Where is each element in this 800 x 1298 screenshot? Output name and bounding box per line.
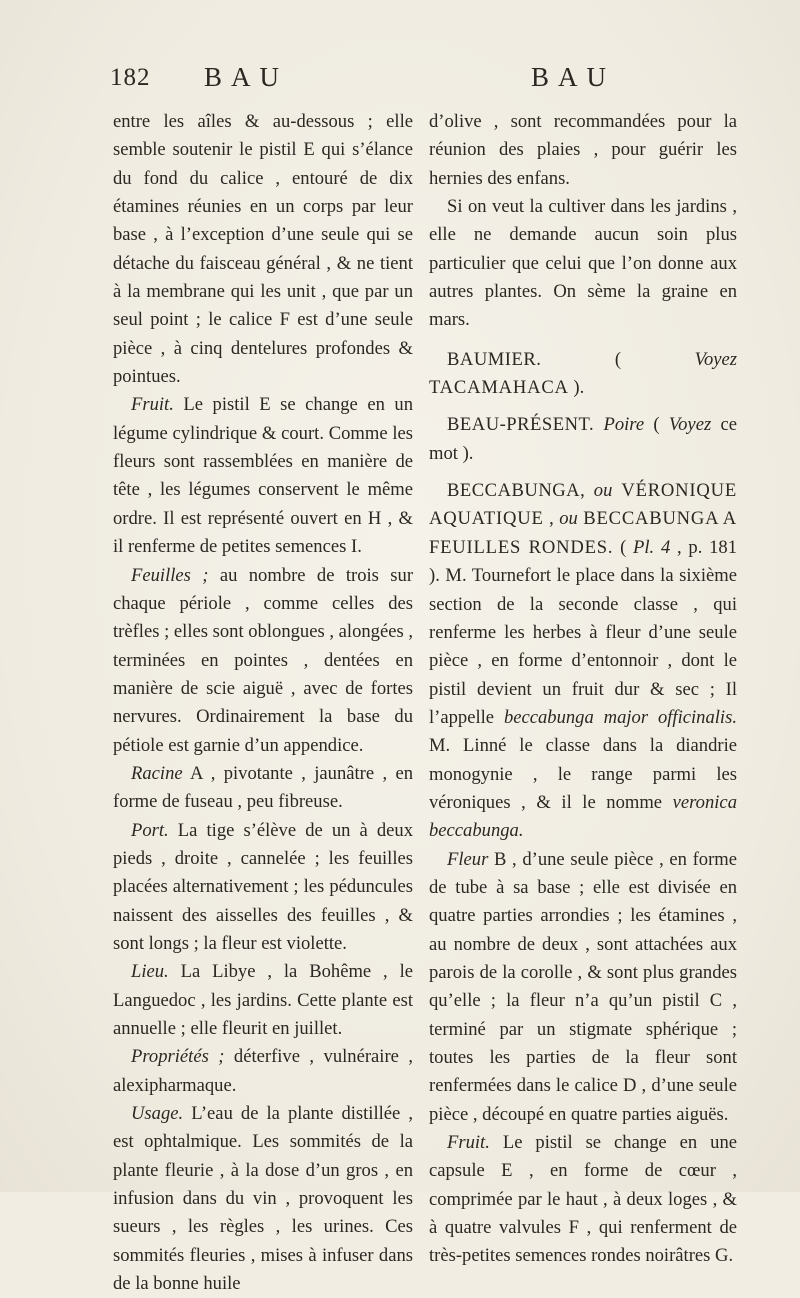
paragraph-fruit [113,391,413,561]
latin-name-linne: veronica beccabunga. [429,791,737,842]
synonym-beccabunga-feuilles-rondes: BECCABUNGA A FEUILLES RONDES. [429,508,737,558]
paragraph-proprietes [113,1043,413,1100]
text-lieu: La Libye , la Bohême , le Languedoc , les jardins. Cette plante est annuelle ; elle fleurit en juillet. [113,961,413,1039]
left-column [113,108,413,1298]
paragraph-description-continued: entre les aîles & au-dessous ; elle semble soutenir le pistil E qui s’élance du fond du calice , entouré de dix étamines réunies en un corps par leur base , à l’exception d’une seule qui se détache du faisceau général , & ne tient à la membrane qui les unit , que par un seul point ; le calice F est d’une seule pièce , à cinq dentelures profondes & pointues. [113,111,413,388]
label-lieu: Lieu. [131,961,169,983]
cross-ref-voyez: Voyez [668,414,712,436]
entry-beccabunga: BECCABUNGA, ou VÉRONIQUE AQUATIQUE , ou BECCABUNGA A FEUILLES RONDES. ( Pl. 4 , p. 181 ). M. Tournefort le place dans la sixième section de la seconde classe , qui renferme les herbes à fleur d’une seule pièce , en forme d’entonnoir , dont le pistil devient un fruit dur & sec ; Il l’appelle beccabunga major officinalis. M. Linné le classe dans la diandrie monogynie , le range parmi les véroniques , & il le nomme veronica beccabunga. [429,480,738,842]
text-fruit-beccabunga: Le pistil se change en une capsule E , en forme de cœur , comprimée par le haut , à deux loges , & à quatre valvules F , qui renferment de très-petites semences rondes noirâtres G. [429,1132,737,1267]
label-feuilles: Feuilles ; [131,564,209,586]
label-racine: Racine [131,762,183,784]
text-fruit: Le pistil E se change en un légume cylindrique & court. Comme les fleurs sont rassemblées en manière de tête , les légumes conservent le même ordre. Il est représenté ouvert en H , & il renferme de petites semences I. [113,394,413,558]
label-usage: Usage. [131,1103,184,1125]
paragraph-racine [113,760,413,817]
text-port: La tige s’élève de un à deux pieds , droite , cannelée ; les feuilles placées alternativement ; les péduncules naissent des aisselles des feuilles , & sont longs ; la fleur est violette. [113,819,413,954]
paragraph-port [113,817,413,959]
running-title-left: BAU [204,62,289,92]
entry-beau-present: BEAU-PRÉSENT. Poire ( Voyez ce mot ). [429,414,737,464]
running-head [0,62,800,102]
text-feuilles: au nombre de trois sur chaque périole , comme celles des trèfles ; elles sont oblongues , alongées , terminées en pointes , dentées en manière de scie aiguë , avec de fortes nervures. Ordinairement la base du pétiole est garnie d’un appendice. [113,564,414,756]
entry-baumier: BAUMIER. ( Voyez TACAMAHACA ). [429,348,737,399]
cross-ref-voyez: Voyez [694,348,737,370]
sense-poire: Poire [594,414,645,436]
label-fruit: Fruit. [447,1132,490,1154]
text-usage: L’eau de la plante distillée , est ophtalmique. Les sommités de la plante fleurie , à la dose d’un gros , en infusion dans du vin , provoquent les sueurs , les règles , les urines. Ces sommités fleuries , mises à infuser dans de la bonne huile [113,1103,413,1295]
running-title-right: BAU [531,62,616,92]
headword-baumier: BAUMIER. [447,348,542,370]
paragraph-culture: Si on veut la cultiver dans les jardins , elle ne demande aucun soin plus particulier que celui que l’on donne aux autres plantes. On sème la graine en mars. [429,196,737,331]
plate-reference: Pl. 4 [633,536,671,558]
paragraph-fleur [429,846,737,1129]
headword-beau-present: BEAU-PRÉSENT. [447,414,595,436]
text-fleur: B , d’une seule pièce , en forme de tube à sa base ; elle est divisée en quatre parties arrondies ; les étamines , au nombre de deux , sont attachées aux parois de la corolle , & sont plus grandes qu’elle ; la fleur n’a qu’un pistil C , terminé par un stigmate sphérique ; toutes les parties de la fleur sont renfermées dans le calice D , d’une seule pièce , découpé en quatre parties aiguës. [429,848,737,1125]
paragraph-usage-continued: d’olive , sont recommandées pour la réunion des plaies , pour guérir les hernies des enfans. [429,111,737,189]
page-number: 182 [110,64,151,91]
paragraph-lieu [113,958,413,1043]
label-proprietes: Propriétés ; [131,1046,225,1068]
label-fleur: Fleur [447,848,489,870]
right-column [429,108,737,1271]
synonym-veronique-aquatique: VÉRONIQUE AQUATIQUE , [429,480,737,530]
text-racine: A , pivotante , jaunâtre , en forme de fuseau , peu fibreuse. [113,762,413,813]
label-port: Port. [131,819,169,841]
text-proprietes: déterfive , vulnéraire , alexipharmaque. [113,1046,413,1096]
paragraph-feuilles [113,562,413,760]
latin-name-tournefort: beccabunga major officinalis. [503,706,737,728]
headword-beccabunga: BECCABUNGA, [447,480,586,502]
label-fruit: Fruit. [131,394,174,416]
paragraph-fruit-beccabunga [429,1129,737,1271]
cross-ref-target: TACAMAHACA [429,377,569,399]
paragraph-usage [113,1100,413,1298]
